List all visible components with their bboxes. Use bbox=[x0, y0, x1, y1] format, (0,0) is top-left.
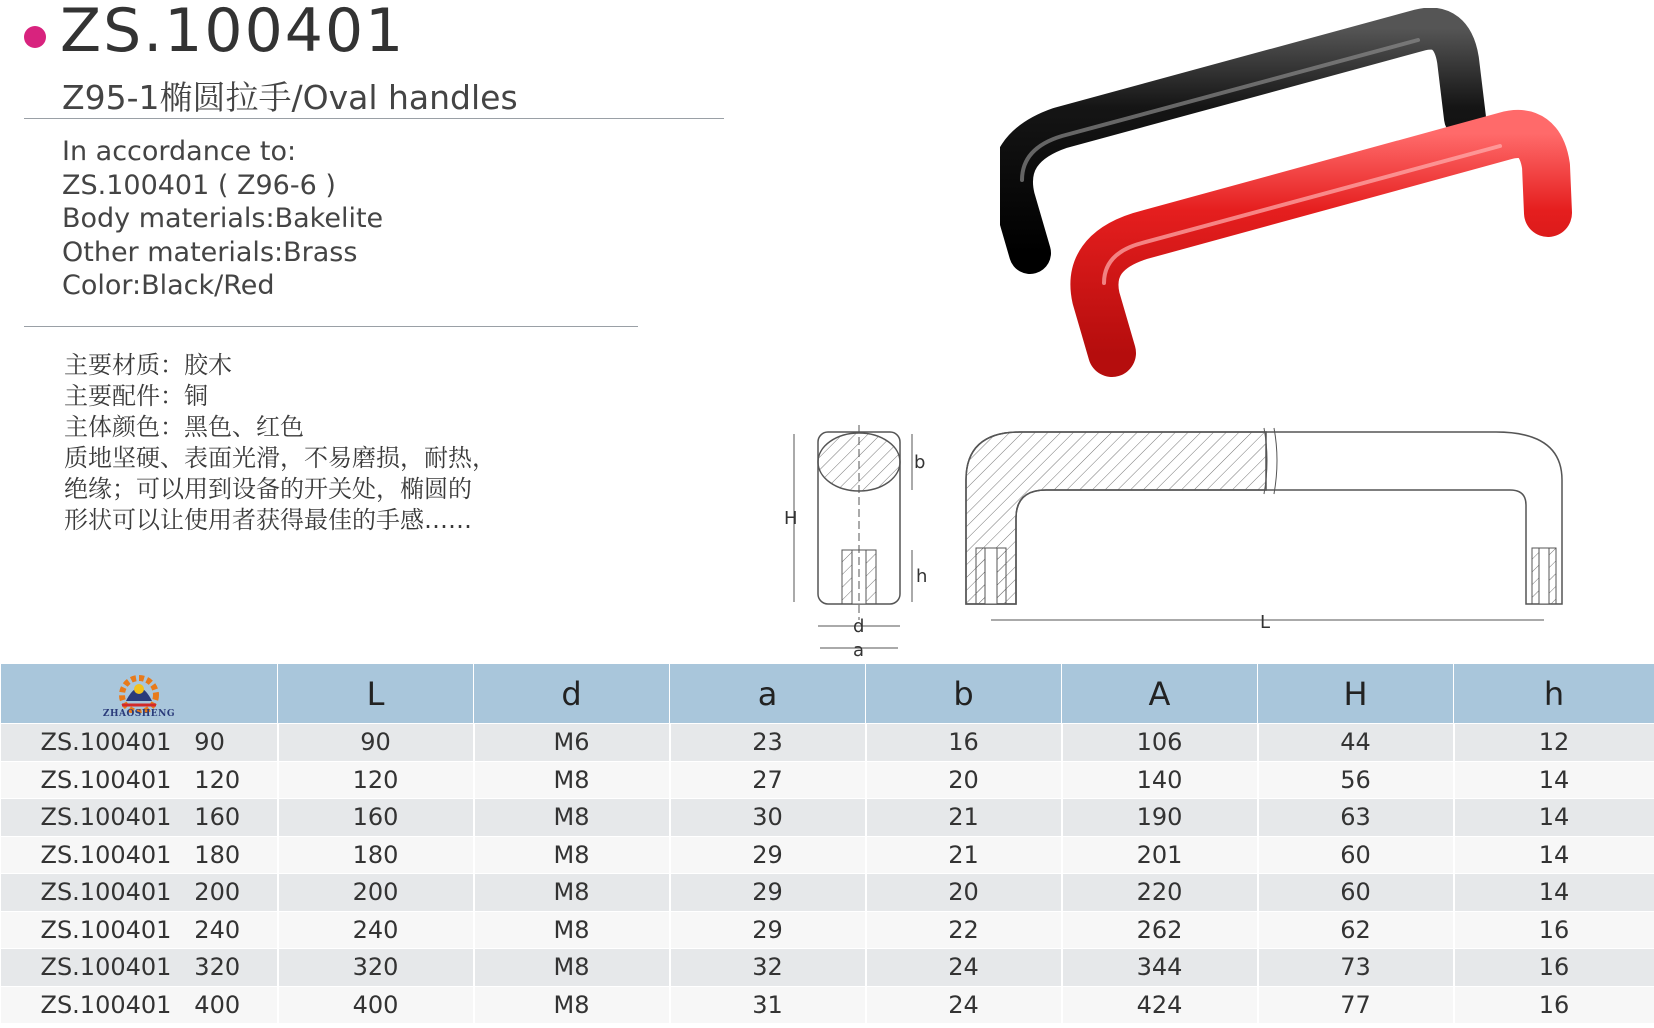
product-subtitle: Z95-1椭圆拉手/Oval handles bbox=[62, 78, 518, 117]
cell-d: M8 bbox=[474, 799, 670, 837]
cell-A: 424 bbox=[1062, 986, 1258, 1023]
cell-A: 140 bbox=[1062, 761, 1258, 799]
spec-line: Other materials:Brass bbox=[62, 236, 358, 268]
table-row bbox=[1, 949, 1654, 987]
cell-h: 14 bbox=[1454, 836, 1654, 874]
spec-cn-line: 主要材质：胶木 bbox=[64, 351, 232, 379]
zhaosheng-logo-icon bbox=[104, 669, 174, 713]
cell-H: 73 bbox=[1258, 949, 1454, 987]
cell-A: 220 bbox=[1062, 874, 1258, 912]
spec-chinese bbox=[64, 350, 496, 536]
spec-line: Color:Black/Red bbox=[62, 270, 275, 301]
divider-middle bbox=[24, 326, 638, 327]
header-H: H bbox=[1258, 664, 1454, 724]
header-d: d bbox=[474, 664, 670, 724]
logo-text: ZHAOSHENG bbox=[102, 709, 176, 719]
spec-line: In accordance to: bbox=[62, 136, 297, 167]
cell-L: 180 bbox=[278, 836, 474, 874]
cell-model: ZS.100401 160 bbox=[1, 799, 278, 837]
cell-a: 29 bbox=[670, 874, 866, 912]
cell-a: 30 bbox=[670, 799, 866, 837]
cell-b: 24 bbox=[866, 986, 1062, 1023]
header-h: h bbox=[1454, 664, 1654, 724]
logo-cell bbox=[1, 664, 278, 724]
cell-h: 12 bbox=[1454, 724, 1654, 762]
cell-H: 77 bbox=[1258, 986, 1454, 1023]
spec-english bbox=[62, 135, 383, 303]
table-row bbox=[1, 836, 1654, 874]
cell-L: 240 bbox=[278, 911, 474, 949]
red-handle bbox=[1094, 134, 1548, 353]
cell-h: 14 bbox=[1454, 761, 1654, 799]
cell-L: 120 bbox=[278, 761, 474, 799]
header-a: a bbox=[670, 664, 866, 724]
cell-model: ZS.100401 320 bbox=[1, 949, 278, 987]
cell-model: ZS.100401 200 bbox=[1, 874, 278, 912]
cell-L: 200 bbox=[278, 874, 474, 912]
cell-h: 16 bbox=[1454, 911, 1654, 949]
cell-model: ZS.100401 180 bbox=[1, 836, 278, 874]
front-view bbox=[966, 428, 1562, 620]
cell-model: ZS.100401 400 bbox=[1, 986, 278, 1023]
cell-h: 14 bbox=[1454, 874, 1654, 912]
cell-A: 262 bbox=[1062, 911, 1258, 949]
divider-top bbox=[24, 118, 724, 119]
cell-L: 320 bbox=[278, 949, 474, 987]
cell-h: 14 bbox=[1454, 799, 1654, 837]
cell-b: 20 bbox=[866, 874, 1062, 912]
cell-H: 44 bbox=[1258, 724, 1454, 762]
cell-d: M8 bbox=[474, 836, 670, 874]
cell-b: 16 bbox=[866, 724, 1062, 762]
header-L: L bbox=[278, 664, 474, 724]
cell-L: 160 bbox=[278, 799, 474, 837]
cell-a: 29 bbox=[670, 836, 866, 874]
cell-model: ZS.100401 240 bbox=[1, 911, 278, 949]
cell-b: 22 bbox=[866, 911, 1062, 949]
cell-H: 62 bbox=[1258, 911, 1454, 949]
cell-model: ZS.100401 90 bbox=[1, 724, 278, 762]
cell-A: 106 bbox=[1062, 724, 1258, 762]
cell-model: ZS.100401 120 bbox=[1, 761, 278, 799]
cell-H: 63 bbox=[1258, 799, 1454, 837]
handle-photo bbox=[1000, 8, 1620, 378]
label-d: d bbox=[853, 616, 865, 637]
spec-cn-line: 主体颜色：黑色、红色 bbox=[64, 413, 304, 441]
cell-a: 23 bbox=[670, 724, 866, 762]
cell-d: M8 bbox=[474, 949, 670, 987]
header-A: A bbox=[1062, 664, 1258, 724]
spec-cn-line: 形状可以让使用者获得最佳的手感…… bbox=[64, 506, 472, 534]
spec-cn-line: 主要配件：铜 bbox=[64, 382, 208, 410]
cell-b: 24 bbox=[866, 949, 1062, 987]
cell-h: 16 bbox=[1454, 949, 1654, 987]
title-dot bbox=[24, 26, 46, 48]
label-H: H bbox=[784, 508, 798, 529]
cell-a: 27 bbox=[670, 761, 866, 799]
cell-b: 21 bbox=[866, 799, 1062, 837]
spec-table bbox=[0, 663, 1654, 1023]
label-a: a bbox=[853, 640, 865, 660]
cell-b: 20 bbox=[866, 761, 1062, 799]
cell-d: M6 bbox=[474, 724, 670, 762]
side-view bbox=[794, 425, 912, 648]
cell-d: M8 bbox=[474, 761, 670, 799]
technical-drawing bbox=[780, 420, 1640, 660]
cell-a: 31 bbox=[670, 986, 866, 1023]
cell-b: 21 bbox=[866, 836, 1062, 874]
table-row bbox=[1, 724, 1654, 762]
spec-line: Body materials:Bakelite bbox=[62, 203, 384, 234]
cell-A: 201 bbox=[1062, 836, 1258, 874]
spec-line: ZS.100401 ( Z96-6 ) bbox=[62, 169, 336, 201]
cell-d: M8 bbox=[474, 874, 670, 912]
label-h: h bbox=[916, 566, 928, 587]
table-row bbox=[1, 874, 1654, 912]
cell-A: 344 bbox=[1062, 949, 1258, 987]
table-header-row bbox=[1, 664, 1654, 724]
spec-cn-line: 质地坚硬、表面光滑，不易磨损，耐热， bbox=[64, 444, 496, 472]
cell-H: 60 bbox=[1258, 836, 1454, 874]
label-L: L bbox=[1260, 612, 1271, 633]
cell-d: M8 bbox=[474, 911, 670, 949]
table-row bbox=[1, 911, 1654, 949]
table-row bbox=[1, 986, 1654, 1023]
product-code: ZS.100401 bbox=[60, 0, 406, 66]
cell-H: 56 bbox=[1258, 761, 1454, 799]
header-b: b bbox=[866, 664, 1062, 724]
table-row bbox=[1, 799, 1654, 837]
cell-A: 190 bbox=[1062, 799, 1258, 837]
label-b: b bbox=[914, 452, 926, 473]
cell-L: 90 bbox=[278, 724, 474, 762]
cell-L: 400 bbox=[278, 986, 474, 1023]
cell-h: 16 bbox=[1454, 986, 1654, 1023]
cell-a: 32 bbox=[670, 949, 866, 987]
table-body bbox=[1, 724, 1654, 1024]
table-row bbox=[1, 761, 1654, 799]
cell-a: 29 bbox=[670, 911, 866, 949]
spec-cn-line: 绝缘；可以用到设备的开关处，椭圆的 bbox=[64, 475, 472, 503]
cell-d: M8 bbox=[474, 986, 670, 1023]
cell-H: 60 bbox=[1258, 874, 1454, 912]
